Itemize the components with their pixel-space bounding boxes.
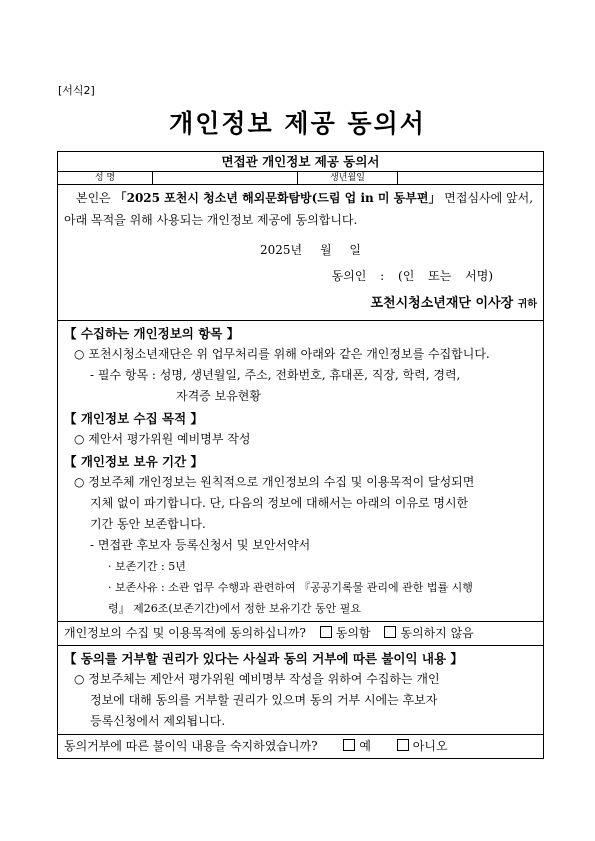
no-label: 아니오 [412,739,448,753]
form-number: [서식2] [58,84,95,97]
program-name: 「2025 포천시 청소년 해외문화탐방(드림 업 in 미 동부편」 [114,191,441,205]
retention-bullet-2: 지체 없이 파기합니다. 단, 다음의 정보에 대해서는 아래의 이유로 명시한 [90,496,469,510]
consent-prefix: 본인은 [76,191,115,205]
document-title: 개인정보 제공 동의서 [169,109,426,138]
acknowledge-question-row [58,735,543,758]
agree-label: 동의함 [335,626,371,640]
refusal-bullet-2: 정보에 대해 동의를 거부할 권리가 있으며 동의 거부 시에는 후보자 [90,693,438,707]
retention-documents: - 면접관 후보자 등록신청서 및 보안서약서 [90,538,311,552]
applicant-info-row [58,172,543,185]
consent-form-table [57,151,544,759]
name-label: 성 명 [58,172,153,184]
retention-bullet-3: 기간 동안 보존합니다. [90,517,206,531]
issuer-suffix: 귀하 [517,299,537,310]
signer-line: 동의인 : (인 또는 서명) [331,269,493,283]
name-field[interactable] [153,172,298,184]
refusal-rights-section [58,646,543,735]
no-checkbox[interactable] [397,739,409,751]
retention-reason-1: · 보존사유 : 소관 업무 수행과 관련하여 『공공기록물 관리에 관한 법률 시행 [108,581,473,594]
issuer-name: 포천시청소년재단 이사장 [370,296,514,311]
agree-checkbox[interactable] [320,626,332,638]
section-heading-items: 【 수집하는 개인정보의 항목 】 [64,326,240,341]
consent-question: 개인정보의 수집 및 이용목적에 동의하십니까? [64,626,306,640]
items-bullet: ○ 포천시청소년재단은 위 업무처리를 위해 아래와 같은 개인정보를 수집합니다. [74,347,490,361]
consent-statement [58,185,543,321]
disagree-label: 동의하지 않음 [400,626,474,640]
refusal-bullet-1: ○ 정보주체는 제안서 평가위원 예비명부 작성을 위하여 수집하는 개인 [74,672,440,686]
consent-date: 2025년 월 일 [260,243,361,257]
acknowledge-question: 동의거부에 따른 불이익 내용을 숙지하였습니까? [64,739,318,753]
birth-label: 생년월일 [298,172,398,184]
retention-reason-2: 령』 제26조(보존기간)에서 정한 보유기간 동안 필요 [108,602,361,615]
yes-label: 예 [359,739,371,753]
retention-period: · 보존기간 : 5년 [108,560,186,573]
section-heading-purpose: 【 개인정보 수집 목적 】 [64,411,204,426]
items-required: - 필수 항목 : 성명, 생년월일, 주소, 전화번호, 휴대폰, 직장, 학력, 경력, [90,368,461,382]
purpose-bullet: ○ 제안서 평가위원 예비명부 작성 [74,432,251,446]
consent-suffix: 면접심사에 앞서, 아래 목적을 위해 사용되는 개인정보 제공에 동의합니다. [64,191,534,227]
section-heading-refusal: 【 동의를 거부할 권리가 있다는 사실과 동의 거부에 따른 불이익 내용 】 [64,651,463,666]
consent-text [64,187,537,231]
birth-field[interactable] [398,172,543,184]
issuer-line [64,293,537,316]
refusal-bullet-3: 등록신청에서 제외됩니다. [90,714,226,728]
items-required-cont: 자격증 보유현황 [176,389,261,403]
consent-question-row [58,622,543,646]
retention-bullet-1: ○ 정보주체 개인정보는 원칙적으로 개인정보의 수집 및 이용목적이 달성되면 [74,475,475,489]
table-title: 면접관 개인정보 제공 동의서 [58,152,543,172]
yes-checkbox[interactable] [343,739,355,751]
collected-items-section [58,321,543,622]
disagree-checkbox[interactable] [384,626,396,638]
section-heading-retention: 【 개인정보 보유 기간 】 [64,454,204,469]
